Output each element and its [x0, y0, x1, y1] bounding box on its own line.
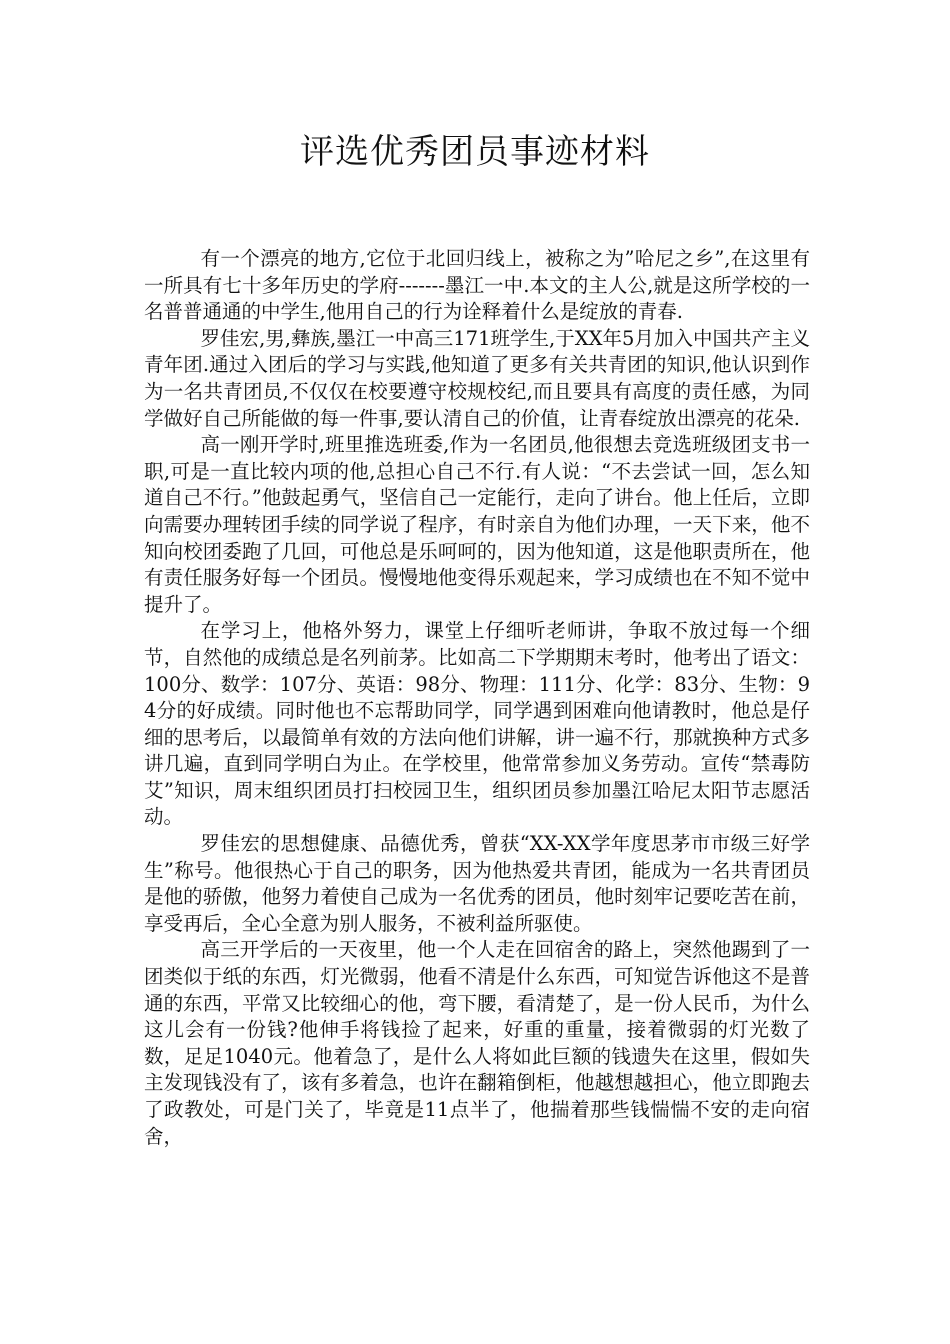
paragraph-3: 高一刚开学时,班里推选班委,作为一名团员,他很想去竞选班级团支书一职,可是一直比较内项的他,总担心自己不行.有人说：“不去尝试一回，怎么知道自己不行。”他鼓起勇气，坚信自己一定能行，走向了讲台。他上任后，立即向需要办理转团手续的同学说了程序，有时亲自为他们办理，一天下来，他不知向校团委跑了几回，可他总是乐呵呵的，因为他知道，这是他职责所在，他有责任服务好每一个团员。慢慢地他变得乐观起来，学习成绩也在不知不觉中提升了。	[144, 433, 810, 616]
paragraph-1: 有一个漂亮的地方,它位于北回归线上，被称之为”哈尼之乡”,在这里有一所具有七十多年历史的学府-------墨江一中.本文的主人公,就是这所学校的一名普普通通的中学生,他用自己的行为诠释着什么是绽放的青春.	[144, 247, 810, 324]
document-body	[144, 246, 810, 1150]
paragraph-5: 罗佳宏的思想健康、品德优秀，曾获“XX-XX学年度思茅市市级三好学生”称号。他很热心于自己的职务，因为他热爱共青团，能成为一名共青团员是他的骄傲，他努力着使自己成为一名优秀的团员，他时刻牢记要吃苦在前，享受再后，全心全意为别人服务，不被利益所驱使。	[144, 832, 810, 935]
paragraph-4: 在学习上，他格外努力，课堂上仔细听老师讲，争取不放过每一个细节，自然他的成绩总是名列前茅。比如高二下学期期末考时，他考出了语文：100分、数学：107分、英语：98分、物理：111分、化学：83分、生物：94分的好成绩。同时他也不忘帮助同学，同学遇到困难向他请教时，他总是仔细的思考后，以最简单有效的方法向他们讲解，讲一遍不行，那就换种方式多讲几遍，直到同学明白为止。在学校里，他常常参加义务劳动。宣传“禁毒防艾”知识，周末组织团员打扫校园卫生，组织团员参加墨江哈尼太阳节志愿活动。	[144, 619, 810, 829]
paragraph-6: 高三开学后的一天夜里，他一个人走在回宿舍的路上，突然他踢到了一团类似于纸的东西，灯光微弱，他看不清是什么东西，可知觉告诉他这不是普通的东西，平常又比较细心的他，弯下腰，看清楚了，是一份人民币，为什么这儿会有一份钱?他伸手将钱捡了起来，好重的重量，接着微弱的灯光数了数，足足1040元。他着急了，是什么人将如此巨额的钱遗失在这里，假如失主发现钱没有了，该有多着急，也许在翻箱倒柜，他越想越担心，他立即跑去了政教处，可是门关了，毕竟是11点半了，他揣着那些钱惴惴不安的走向宿舍，	[144, 938, 810, 1148]
paragraph-2: 罗佳宏,男,彝族,墨江一中高三171班学生,于XX年5月加入中国共产主义青年团.通过入团后的学习与实践,他知道了更多有关共青团的知识,他认识到作为一名共青团员,不仅仅在校要遵守校规校纪,而且要具有高度的责任感，为同学做好自己所能做的每一件事,要认清自己的价值，让青春绽放出漂亮的花朵.	[144, 326, 810, 430]
document-title: 评选优秀团员事迹材料	[300, 132, 650, 172]
